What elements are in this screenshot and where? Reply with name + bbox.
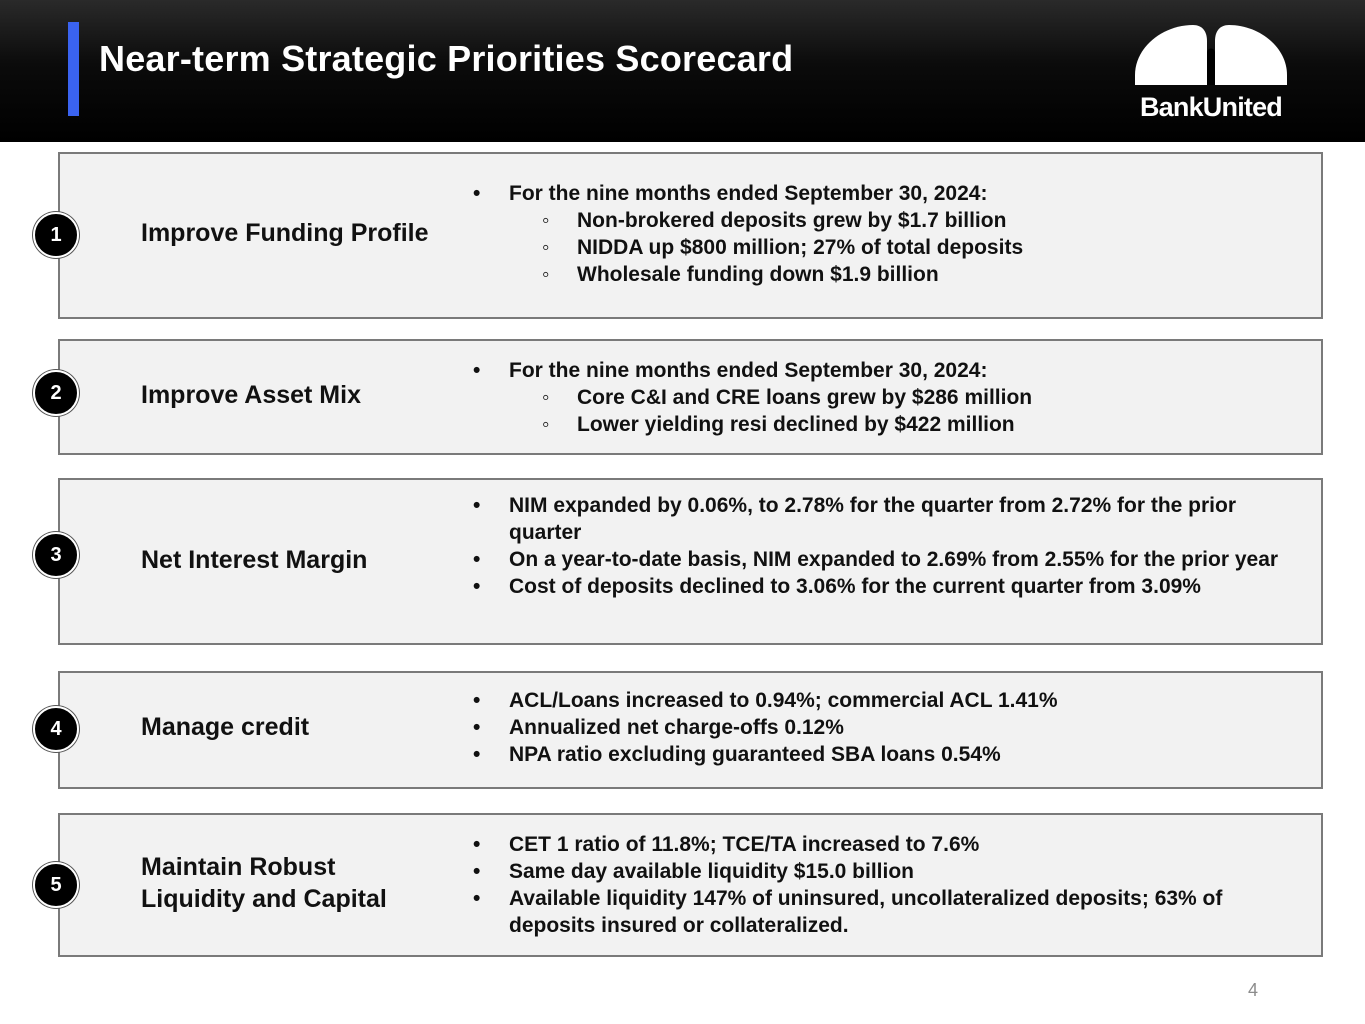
bullet-item: • CET 1 ratio of 11.8%; TCE/TA increased to 7.6% xyxy=(470,831,1310,858)
sub-bullet-item: ◦ Wholesale funding down $1.9 billion xyxy=(470,261,1310,288)
priority-bullet-list xyxy=(470,492,1310,600)
bankunited-logo xyxy=(1130,20,1295,124)
bullet-item: • For the nine months ended September 30, 2024: xyxy=(470,357,1310,384)
priority-number-badge: 2 xyxy=(33,370,79,416)
sub-bullet-item: ◦ Non-brokered deposits grew by $1.7 billion xyxy=(470,207,1310,234)
priority-number-badge: 5 xyxy=(33,862,79,908)
priority-number-badge: 4 xyxy=(33,706,79,752)
priority-bullet-list xyxy=(470,180,1310,288)
priority-label: Net Interest Margin xyxy=(141,546,368,574)
title-accent-bar xyxy=(68,22,79,116)
bullet-item: • Same day available liquidity $15.0 billion xyxy=(470,858,1310,885)
priority-bullet-list xyxy=(470,831,1310,939)
sub-bullet-item: ◦ NIDDA up $800 million; 27% of total deposits xyxy=(470,234,1310,261)
priority-bullet-list xyxy=(470,687,1310,768)
bullet-item: • Annualized net charge-offs 0.12% xyxy=(470,714,1310,741)
slide-header xyxy=(0,0,1365,142)
page-number: 4 xyxy=(1247,980,1258,1000)
bullet-item: • For the nine months ended September 30, 2024: xyxy=(470,180,1310,207)
bullet-item: • NIM expanded by 0.06%, to 2.78% for the quarter from 2.72% for the prior quarter xyxy=(470,492,1310,546)
priority-number-badge: 3 xyxy=(33,532,79,578)
bullet-item: • Available liquidity 147% of uninsured, uncollateralized deposits; 63% of deposits insured or collateralized. xyxy=(470,885,1310,939)
sub-bullet-item: ◦ Lower yielding resi declined by $422 million xyxy=(470,411,1310,438)
bullet-item: • Cost of deposits declined to 3.06% for the current quarter from 3.09% xyxy=(470,573,1310,600)
slide-title: Near-term Strategic Priorities Scorecard xyxy=(99,38,794,79)
priority-bullet-list xyxy=(470,357,1310,438)
sub-bullet-item: ◦ Core C&I and CRE loans grew by $286 million xyxy=(470,384,1310,411)
priority-label: Manage credit xyxy=(141,713,310,741)
priority-label: Maintain Robust Liquidity and Capital xyxy=(141,853,387,913)
bullet-item: • On a year-to-date basis, NIM expanded to 2.69% from 2.55% for the prior year xyxy=(470,546,1310,573)
priority-label: Improve Asset Mix xyxy=(141,381,361,409)
bullet-item: • ACL/Loans increased to 0.94%; commercial ACL 1.41% xyxy=(470,687,1310,714)
priority-label: Improve Funding Profile xyxy=(141,219,429,247)
priority-number-badge: 1 xyxy=(33,212,79,258)
bullet-item: • NPA ratio excluding guaranteed SBA loans 0.54% xyxy=(470,741,1310,768)
arch-logo-icon xyxy=(1135,23,1287,85)
logo-wordmark: BankUnited xyxy=(1139,92,1283,122)
